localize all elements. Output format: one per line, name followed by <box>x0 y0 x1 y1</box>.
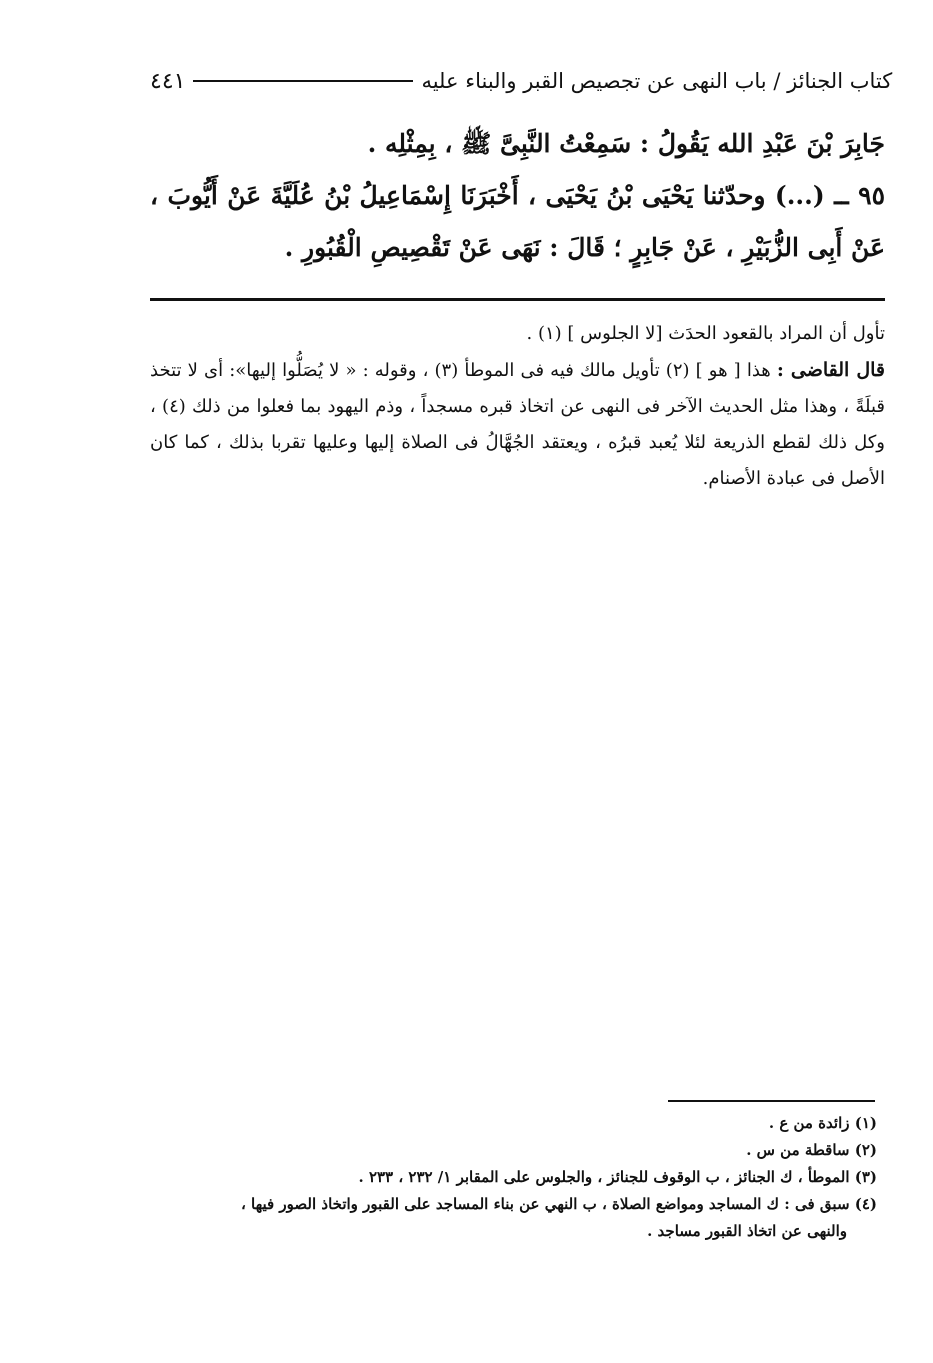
header-rule <box>193 80 413 82</box>
commentary-paragraph-2 <box>150 352 885 497</box>
page-number: ٤٤١ <box>150 68 186 94</box>
footnote-3: (٣) الموطأ ، ك الجنائز ، ب الوقوف للجنائز ، والجلوس على المقابر ١/ ٢٣٢ ، ٢٣٣ . <box>358 1168 877 1186</box>
text-commentary-separator <box>150 298 885 301</box>
footnote-1: (١) زائدة من ع . <box>768 1114 877 1132</box>
footnote-4: (٤) سبق فى : ك المساجد ومواضع الصلاة ، ب النهي عن بناء المساجد على القبور واتخاذ الصور فيها ، <box>240 1195 877 1213</box>
commentary-lead: قال القاضى : <box>776 359 886 381</box>
footnotes <box>150 1110 877 1245</box>
hadith-text <box>150 118 885 274</box>
hadith-line: جَابِرَ بْنَ عَبْدِ الله يَقُولُ : سَمِعْتُ النَّبِىَّ ﷺ ، بِمِثْلِه . <box>367 129 885 158</box>
footnote-rule <box>668 1100 875 1102</box>
footnote-4-continuation: والنهى عن اتخاذ القبور مساجد . <box>647 1222 847 1240</box>
running-header <box>150 64 893 98</box>
commentary <box>150 316 885 497</box>
commentary-body: هذا [ هو ] (٢) تأويل مالك فيه فى الموطأ (٣) ، وقوله : « لا يُصَلُّوا إليها»: أى لا تتخذ قبلَةً ، وهذا مثل الحديث الآخر فى النهى عن اتخاذ قبره مسجداً ، وذم اليهود بما فعلوا من ذلك (٤) ، وكل ذلك لقطع الذريعة لئلا يُعبد قبرُه ، ويعتقد الجُهَّالُ فى الصلاة إليها وعليها تقربا بذلك ، كما كان الأصل فى عبادة الأصنام. <box>150 360 885 489</box>
footnote-2: (٢) ساقطة من س . <box>746 1141 877 1159</box>
running-title: كتاب الجنائز / باب النهى عن تجصيص القبر والبناء عليه <box>421 69 893 93</box>
commentary-paragraph-1: تأول أن المراد بالقعود الحدَث [لا الجلوس ] (١) . <box>526 323 885 344</box>
hadith-paragraph: ٩٥ ــ (...) وحدّثنا يَحْيَى بْنُ يَحْيَى ، أَخْبَرَنَا إِسْمَاعِيلُ بْنُ عُلَيَّةَ عَنْ أَيُّوبَ ، عَنْ أَبِى الزُّبَيْرِ ، عَنْ جَابِرٍ ؛ قَالَ : نَهَى عَنْ تَقْصِيصِ الْقُبُورِ . <box>150 181 885 262</box>
